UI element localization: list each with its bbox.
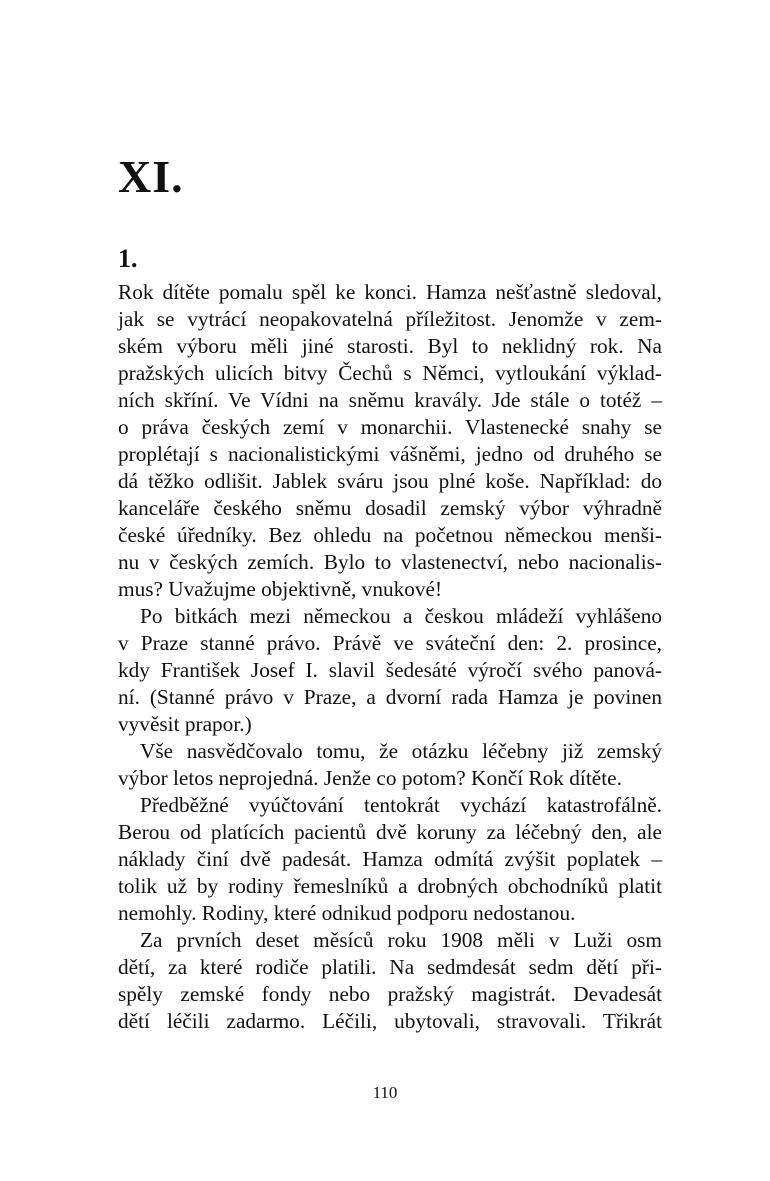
text-line: nemohly. Rodiny, které odnikud podporu nedostanou. <box>118 901 576 925</box>
paragraph <box>118 603 662 738</box>
text-line: Po bitkách mezi německou a českou mládeží vyhlášeno <box>140 604 662 628</box>
text-line: dětí, za které rodiče platili. Na sedmdesát sedm dětí při- <box>118 955 662 979</box>
text-line: Vše nasvědčovalo tomu, že otázku léčebny již zemský <box>140 739 662 763</box>
text-line: ních skříní. Ve Vídni na sněmu kravály. Jde stále o totéž – <box>118 388 662 412</box>
text-line: české úředníky. Bez ohledu na početnou německou menši- <box>118 523 662 547</box>
text-line: ní. (Stanné právo v Praze, a dvorní rada Hamza je povinen <box>118 685 662 709</box>
text-line: pražských ulicích bitvy Čechů s Němci, vytloukání výklad- <box>118 361 662 385</box>
text-line: dětí léčili zadarmo. Léčili, ubytovali, stravovali. Třikrát <box>118 1009 662 1033</box>
text-line: kdy František Josef I. slavil šedesáté výročí svého panová- <box>118 658 662 682</box>
paragraph <box>118 927 662 1035</box>
text-line: dá těžko odlišit. Jablek sváru jsou plné koše. Například: do <box>118 469 662 493</box>
text-line: nu v českých zemích. Bylo to vlastenectví, nebo nacionalis- <box>118 550 662 574</box>
text-line: Předběžné vyúčtování tentokrát vychází katastrofálně. <box>140 793 662 817</box>
text-line: proplétají s nacionalistickými vášněmi, jedno od druhého se <box>118 442 662 466</box>
text-line: tolik už by rodiny řemeslníků a drobných obchodníků platit <box>118 874 662 898</box>
text-line: Berou od platících pacientů dvě koruny za léčebný den, ale <box>118 820 662 844</box>
text-line: mus? Uvažujme objektivně, vnukové! <box>118 577 443 601</box>
section-title: 1. <box>118 244 138 273</box>
text-line: ském výboru měli jiné starosti. Byl to neklidný rok. Na <box>118 334 662 358</box>
paragraph <box>118 738 662 792</box>
chapter-title: XI. <box>118 151 184 202</box>
paragraph <box>118 792 662 927</box>
text-line: výbor letos neprojedná. Jenže co potom? Končí Rok dítěte. <box>118 766 622 790</box>
text-line: kanceláře českého sněmu dosadil zemský výbor výhradně <box>118 496 662 520</box>
text-line: spěly zemské fondy nebo pražský magistrát. Devadesát <box>118 982 662 1006</box>
paragraph <box>118 279 662 603</box>
page-number: 110 <box>372 1083 398 1102</box>
text-line: jak se vytrácí neopakovatelná příležitost. Jenomže v zem- <box>118 307 662 331</box>
body-text <box>118 279 662 1035</box>
text-line: v Praze stanné právo. Právě ve sváteční den: 2. prosince, <box>118 631 662 655</box>
text-line: Za prvních deset měsíců roku 1908 měli v Luži osm <box>140 928 662 952</box>
text-line: o práva českých zemí v monarchii. Vlastenecké snahy se <box>118 415 662 439</box>
text-line: Rok dítěte pomalu spěl ke konci. Hamza nešťastně sledoval, <box>118 280 662 304</box>
text-line: náklady činí dvě padesát. Hamza odmítá zvýšit poplatek – <box>118 847 662 871</box>
text-line: vyvěsit prapor.) <box>118 712 252 736</box>
